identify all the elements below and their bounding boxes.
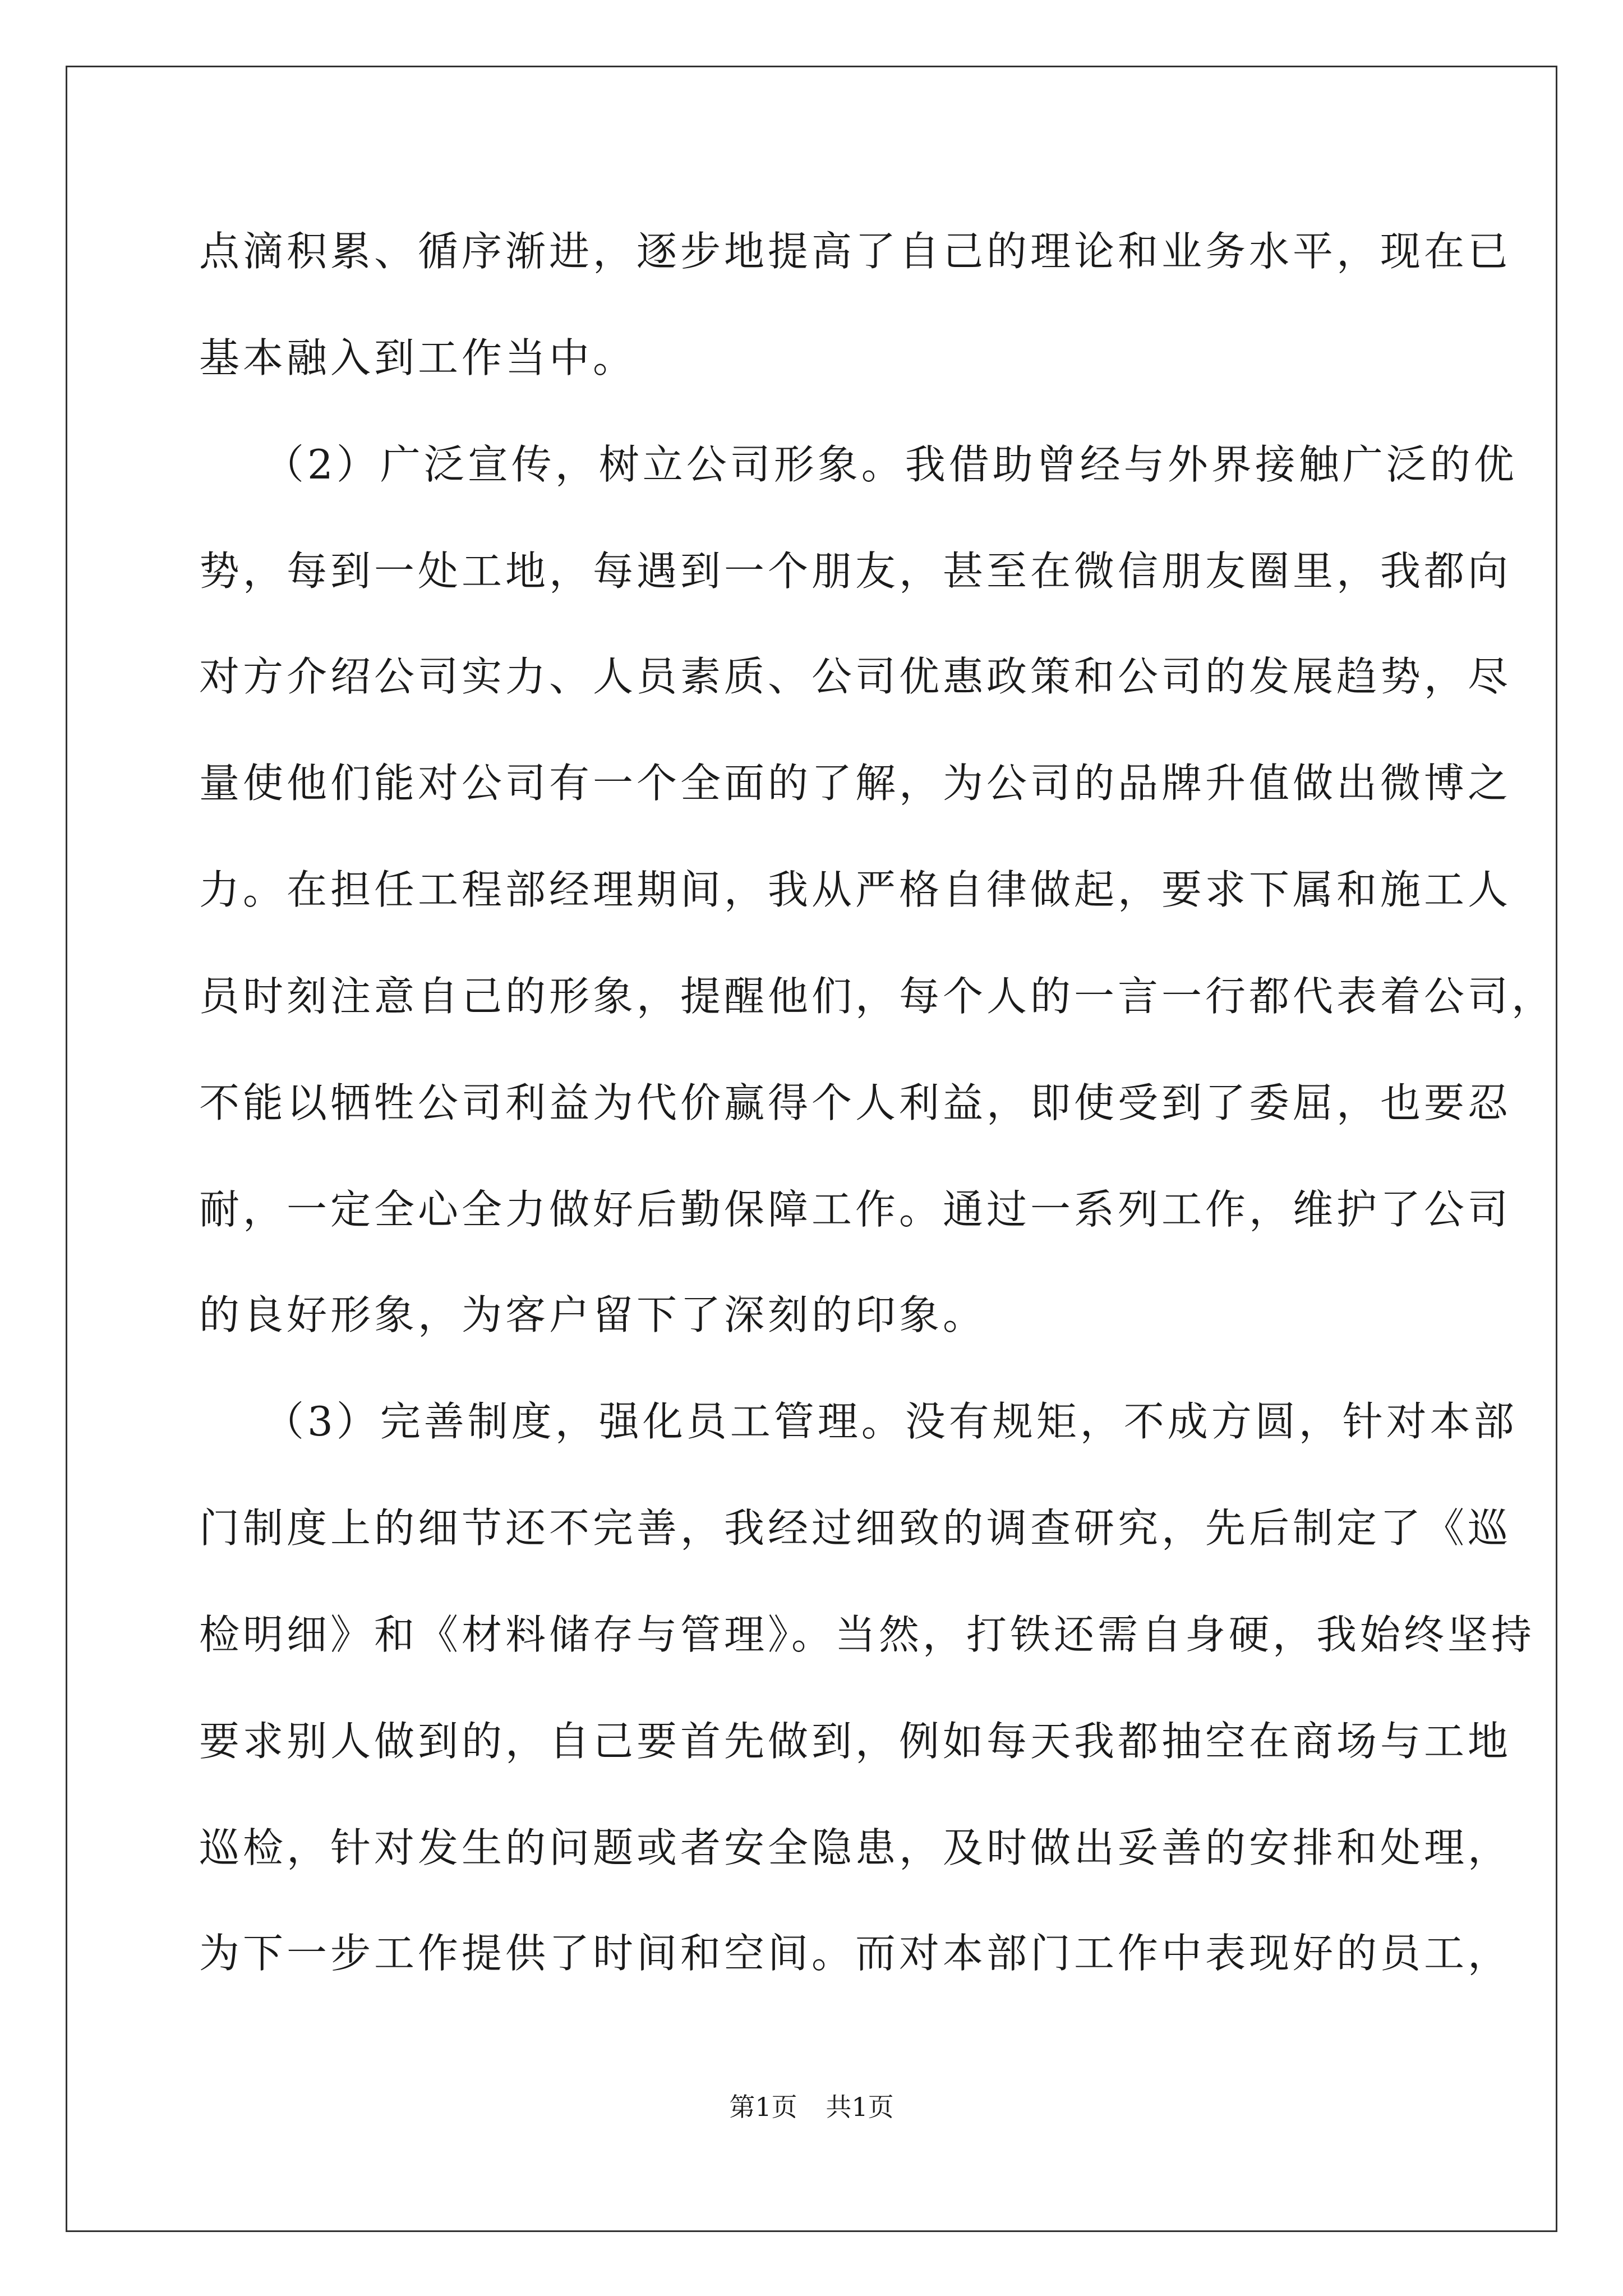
body-line-3: （2）广泛宣传，树立公司形象。我借助曾经与外界接触广泛的优	[264, 441, 1518, 488]
body-line-1: 点滴积累、循序渐进，逐步地提高了自己的理论和业务水平，现在已	[199, 228, 1512, 275]
page-border	[66, 66, 1557, 2232]
body-line-9: 不能以牺牲公司利益为代价赢得个人利益，即使受到了委屈，也要忍	[199, 1079, 1512, 1126]
body-line-2: 基本融入到工作当中。	[199, 334, 637, 381]
body-line-17: 为下一步工作提供了时间和空间。而对本部门工作中表现好的员工，	[199, 1930, 1512, 1977]
page-total: 共1页	[826, 2092, 894, 2122]
body-line-6: 量使他们能对公司有一个全面的了解，为公司的品牌升值做出微博之	[199, 760, 1512, 807]
body-line-14: 检明细》和《材料储存与管理》。当然，打铁还需自身硬，我始终坚持	[199, 1611, 1536, 1658]
body-line-7: 力。在担任工程部经理期间，我从严格自律做起，要求下属和施工人	[199, 866, 1512, 913]
page-number: 第1页	[729, 2092, 797, 2122]
body-line-4: 势，每到一处工地，每遇到一个朋友，甚至在微信朋友圈里，我都向	[199, 547, 1512, 595]
body-line-12: （3）完善制度，强化员工管理。没有规矩，不成方圆，针对本部	[264, 1398, 1518, 1445]
body-line-10: 耐，一定全心全力做好后勤保障工作。通过一系列工作，维护了公司	[199, 1186, 1512, 1233]
body-line-15: 要求别人做到的，自己要首先做到，例如每天我都抽空在商场与工地	[199, 1718, 1512, 1765]
body-line-13: 门制度上的细节还不完善，我经过细致的调查研究，先后制定了《巡	[199, 1504, 1512, 1552]
page-footer	[0, 2090, 1623, 2124]
body-line-11: 的良好形象，为客户留下了深刻的印象。	[199, 1291, 987, 1338]
body-line-16: 巡检，针对发生的问题或者安全隐患，及时做出妥善的安排和处理，	[199, 1824, 1512, 1871]
body-line-5: 对方介绍公司实力、人员素质、公司优惠政策和公司的发展趋势，尽	[199, 653, 1512, 700]
body-line-8: 员时刻注意自己的形象，提醒他们，每个人的一言一行都代表着公司，	[199, 973, 1556, 1020]
